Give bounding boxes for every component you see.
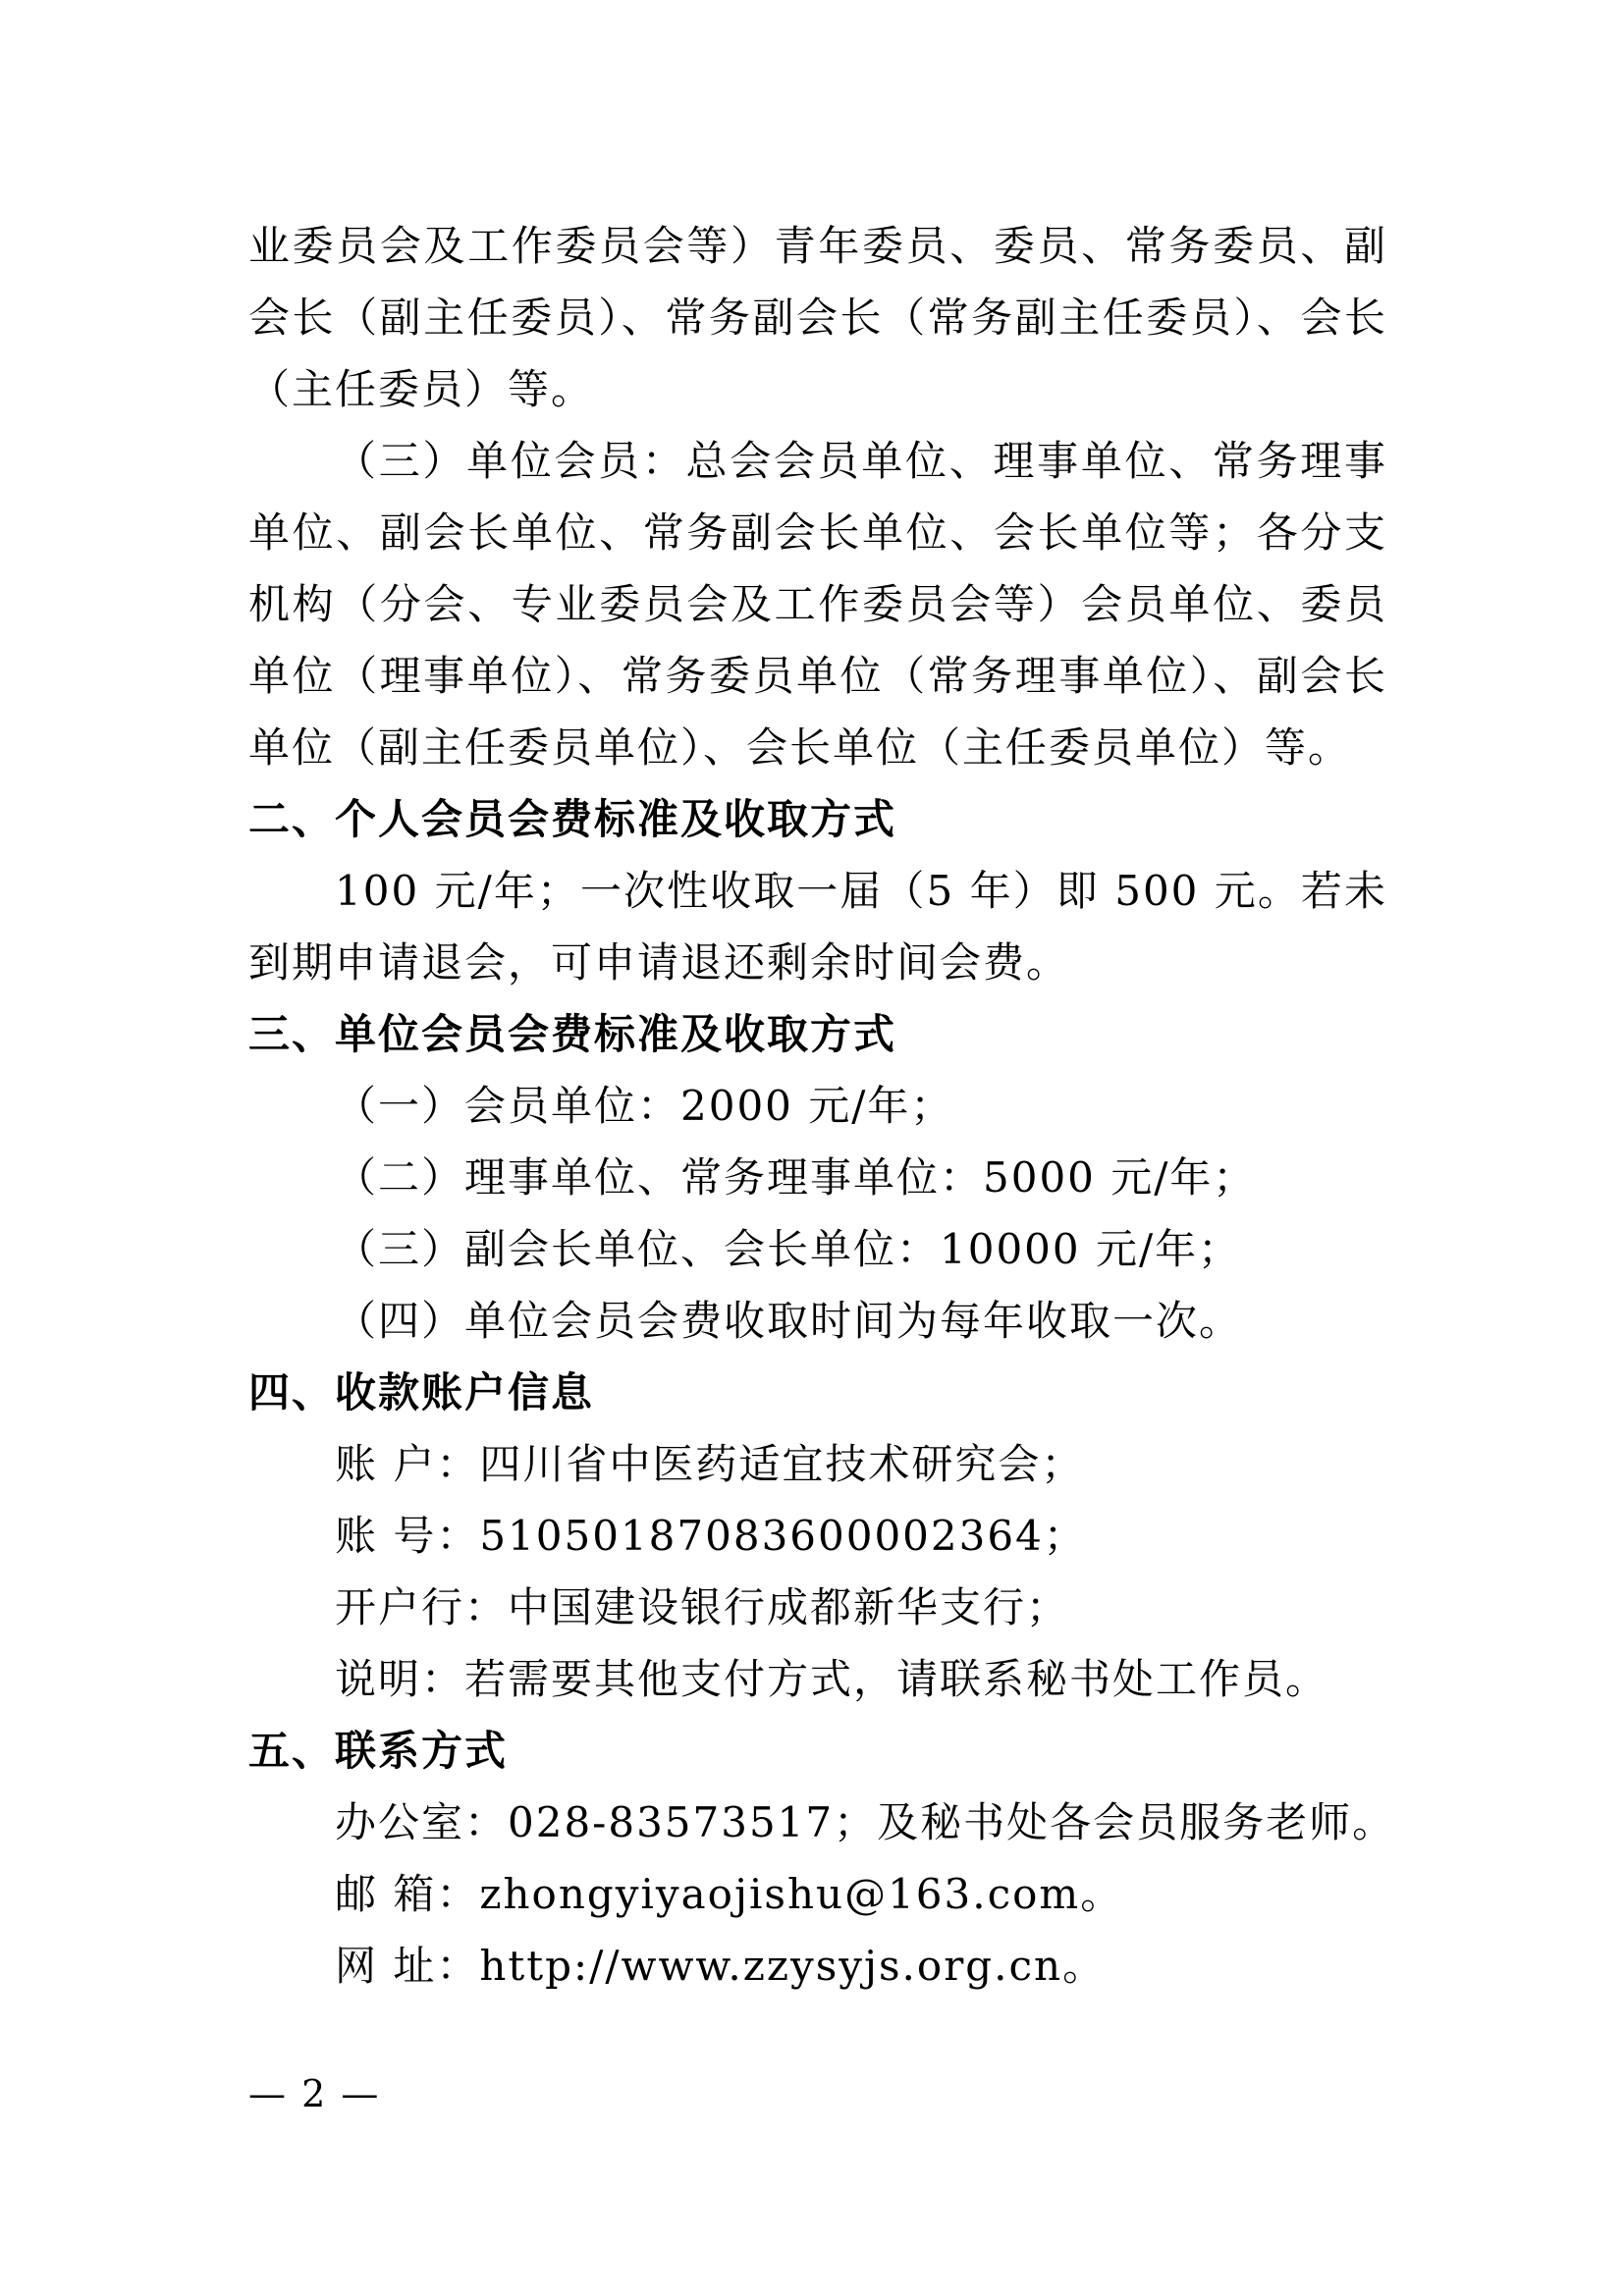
list-item-unit-fee: （四）单位会员会费收取时间为每年收取一次。 [335,1297,1243,1345]
section-heading-contact: 五、联系方式 [248,1727,509,1775]
list-item-unit-fee: （三）副会长单位、会长单位：10000 元/年； [335,1225,1242,1273]
paragraph-unit-members: （三）单位会员：总会会员单位、理事单位、常务理事单位、副会长单位、常务副会长单位、会长单位等；各分支机构（分会、专业委员会及工作委员会等）会员单位、委员单位（理事单位）、常务委员单位（常务理事单位）、副会长单位（副主任委员单位）、会长单位（主任委员单位）等。 [248,437,1387,772]
list-item-unit-fee: （一）会员单位：2000 元/年； [335,1082,954,1130]
contact-office-phone: 办公室：028-83573517；及秘书处各会员服务老师。 [335,1798,1396,1846]
paragraph-member-roles: 业委员会及工作委员会等）青年委员、委员、常务委员、副会长（副主任委员）、常务副会长（常务副主任委员）、会长（主任委员）等。 [248,222,1387,413]
list-item-unit-fee: （二）理事单位、常务理事单位：5000 元/年； [335,1153,1257,1201]
account-name: 账 户：四川省中医药适宜技术研究会； [335,1440,1085,1488]
contact-email: 邮 箱：zhongyiyaojishu@163.com。 [335,1870,1124,1918]
account-bank: 开户行：中国建设银行成都新华支行； [335,1583,1070,1631]
account-number: 账 号：51050187083600002364； [335,1512,1087,1560]
section-heading-individual-fees: 二、个人会员会费标准及收取方式 [248,795,897,843]
document-body [248,210,1396,2002]
contact-website: 网 址：http://www.zzysyjs.org.cn。 [335,1942,1107,1990]
account-note: 说明：若需要其他支付方式，请联系秘书处工作员。 [335,1655,1329,1703]
section-heading-unit-fees: 三、单位会员会费标准及收取方式 [248,1010,897,1058]
page-number: — 2 — [248,2072,381,2115]
paragraph-individual-fees: 100 元/年；一次性收取一届（5 年）即 500 元。若未到期申请退会，可申请退还剩余时间会费。 [248,867,1387,987]
section-heading-account-info: 四、收款账户信息 [248,1368,595,1416]
